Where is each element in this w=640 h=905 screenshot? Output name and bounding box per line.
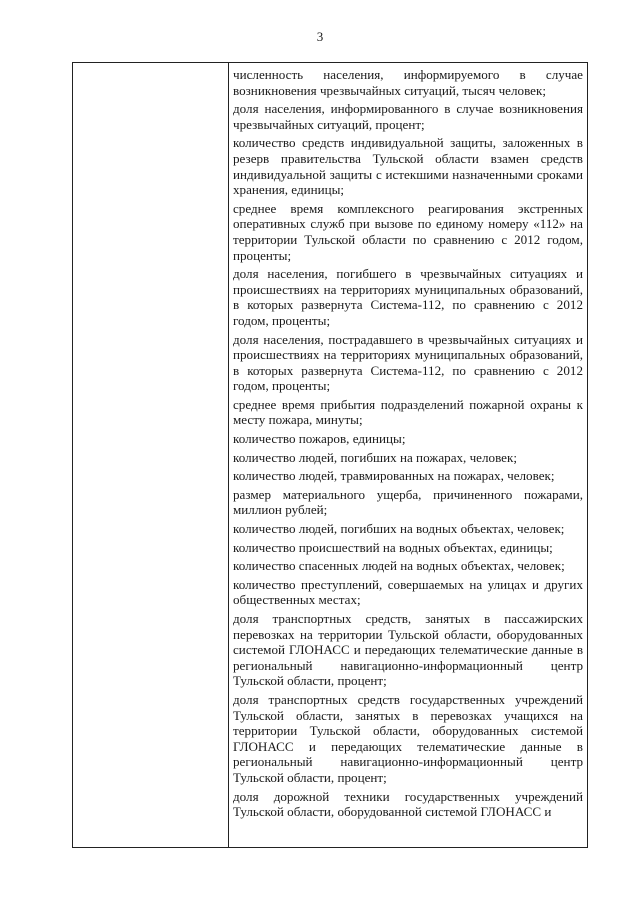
indicator-item: размер материального ущерба, причиненного пожарами, миллион рублей; [233,486,583,518]
indicator-item: доля населения, погибшего в чрезвычайных ситуациях и происшествиях на территориях муниципальных образований, в которых развернута Система-112, по сравнению с 2012 годом, проценты; [233,266,583,328]
indicator-item: количество происшествий на водных объектах, единицы; [233,539,553,555]
indicator-item: количество людей, травмированных на пожарах, человек; [233,468,555,484]
indicator-item: доля дорожной техники государственных учреждений Тульской области, оборудованной системой ГЛОНАСС и [233,788,583,820]
indicator-item: доля транспортных средств государственных учреждений Тульской области, занятых в перевозках учащихся на территории Тульской области, оборудованных системой ГЛОНАСС и передающих телематические данные в региональный навигационно-информационный центр Тульской области, процент; [233,691,583,785]
right-cell [233,67,583,823]
indicator-item: численность населения, информируемого в случае возникновения чрезвычайных ситуаций, тысяч человек; [233,67,583,98]
indicator-item: среднее время прибытия подразделений пожарной охраны к месту пожара, минуты; [233,396,583,428]
indicator-item: среднее время комплексного реагирования экстренных оперативных служб при вызове по единому номеру «112» на территории Тульской области по сравнению с 2012 годом, проценты; [233,200,583,263]
indicator-item: доля транспортных средств, занятых в пассажирских перевозках на территории Тульской области, оборудованных системой ГЛОНАСС и передающих телематические данные в региональный навигационно-информационный центр Тульской области, процент; [233,611,583,689]
indicator-item: количество спасенных людей на водных объектах, человек; [233,558,565,574]
column-divider [228,63,229,847]
indicator-item: доля населения, пострадавшего в чрезвычайных ситуациях и происшествиях на территориях муниципальных образований, в которых развернута Система-112, по сравнению с 2012 годом, проценты; [233,331,583,394]
indicators-table [72,62,588,848]
indicator-item: количество людей, погибших на водных объектах, человек; [233,521,565,537]
indicator-item: количество преступлений, совершаемых на улицах и других общественных местах; [233,576,583,608]
indicator-item: количество пожаров, единицы; [233,431,406,447]
indicator-item: количество людей, погибших на пожарах, человек; [233,449,517,465]
indicator-item: доля населения, информированного в случае возникновения чрезвычайных ситуаций, процент; [233,101,583,132]
page-number: 3 [316,29,324,44]
indicator-item: количество средств индивидуальной защиты, заложенных в резерв правительства Тульской области взамен средств индивидуальной защиты с истекшими назначенными сроками хранения, единицы; [233,135,583,198]
